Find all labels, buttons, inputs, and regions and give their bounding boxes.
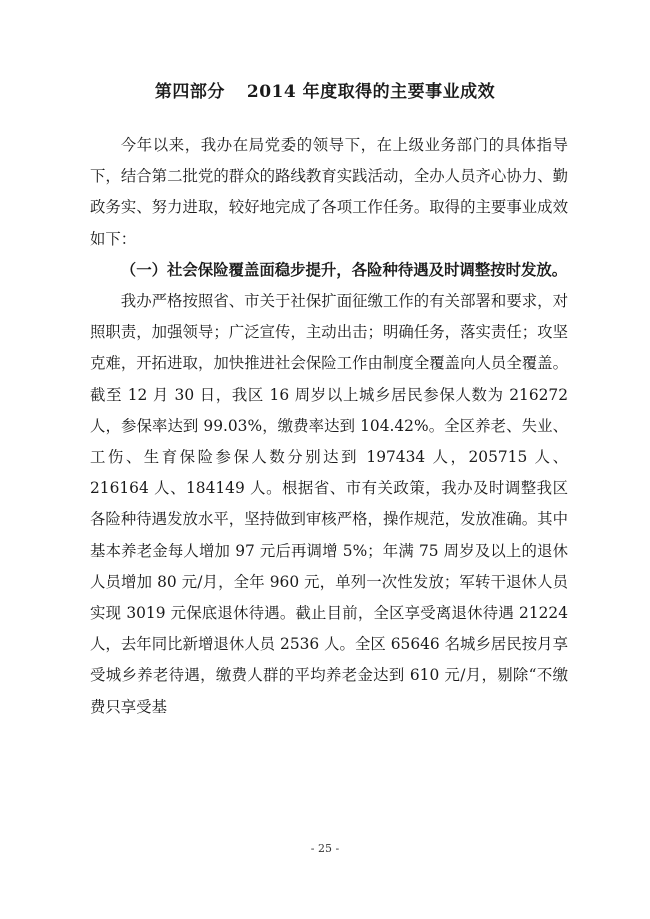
subsection-heading: （一）社会保险覆盖面稳步提升，各险种待遇及时调整按时发放。 [120,260,568,279]
section-title-part: 第四部分 [154,82,225,102]
document-body [90,130,568,723]
body-paragraph: 我办严格按照省、市关于社保扩面征缴工作的有关部署和要求，对照职责，加强领导；广泛宣传，主动出击；明确任务，落实责任；攻坚克难，开拓进取，加快推进社会保险工作由制度全覆盖向人员全覆盖。截至 12 月 30 日，我区 16 周岁以上城乡居民参保人数为 216272 人，参保率达到 99.03%，缴费率达到 104.42%。全区养老、失业、工伤、生育保险参保人数分别达到 197434 人，205715 人、216164 人、184149 人。根据省、市有关政策，我办及时调整我区各险种待遇发放水平，坚持做到审核严格，操作规范，发放准确。其中基本养老金每人增加 97 元后再调增 5%；年满 75 周岁及以上的退休人员增加 80 元/月，全年 960 元，单列一次性发放；军转干退休人员实现 3019 元保底退休待遇。截止目前，全区享受离退休待遇 21224 人，去年同比新增退休人员 2536 人。全区 65646 名城乡居民按月享受城乡养老待遇，缴费人群的平均养老金达到 610 元/月，剔除“不缴费只享受基 [90,292,568,716]
intro-paragraph: 今年以来，我办在局党委的领导下，在上级业务部门的具体指导下，结合第二批党的群众的路线教育实践活动，全办人员齐心协力、勤政务实、努力进取，较好地完成了各项工作任务。取得的主要事业成效如下： [90,136,568,248]
section-title [0,77,650,102]
section-title-text: 2014 年度取得的主要事业成效 [246,82,496,102]
page-number: - 25 - [310,842,340,855]
